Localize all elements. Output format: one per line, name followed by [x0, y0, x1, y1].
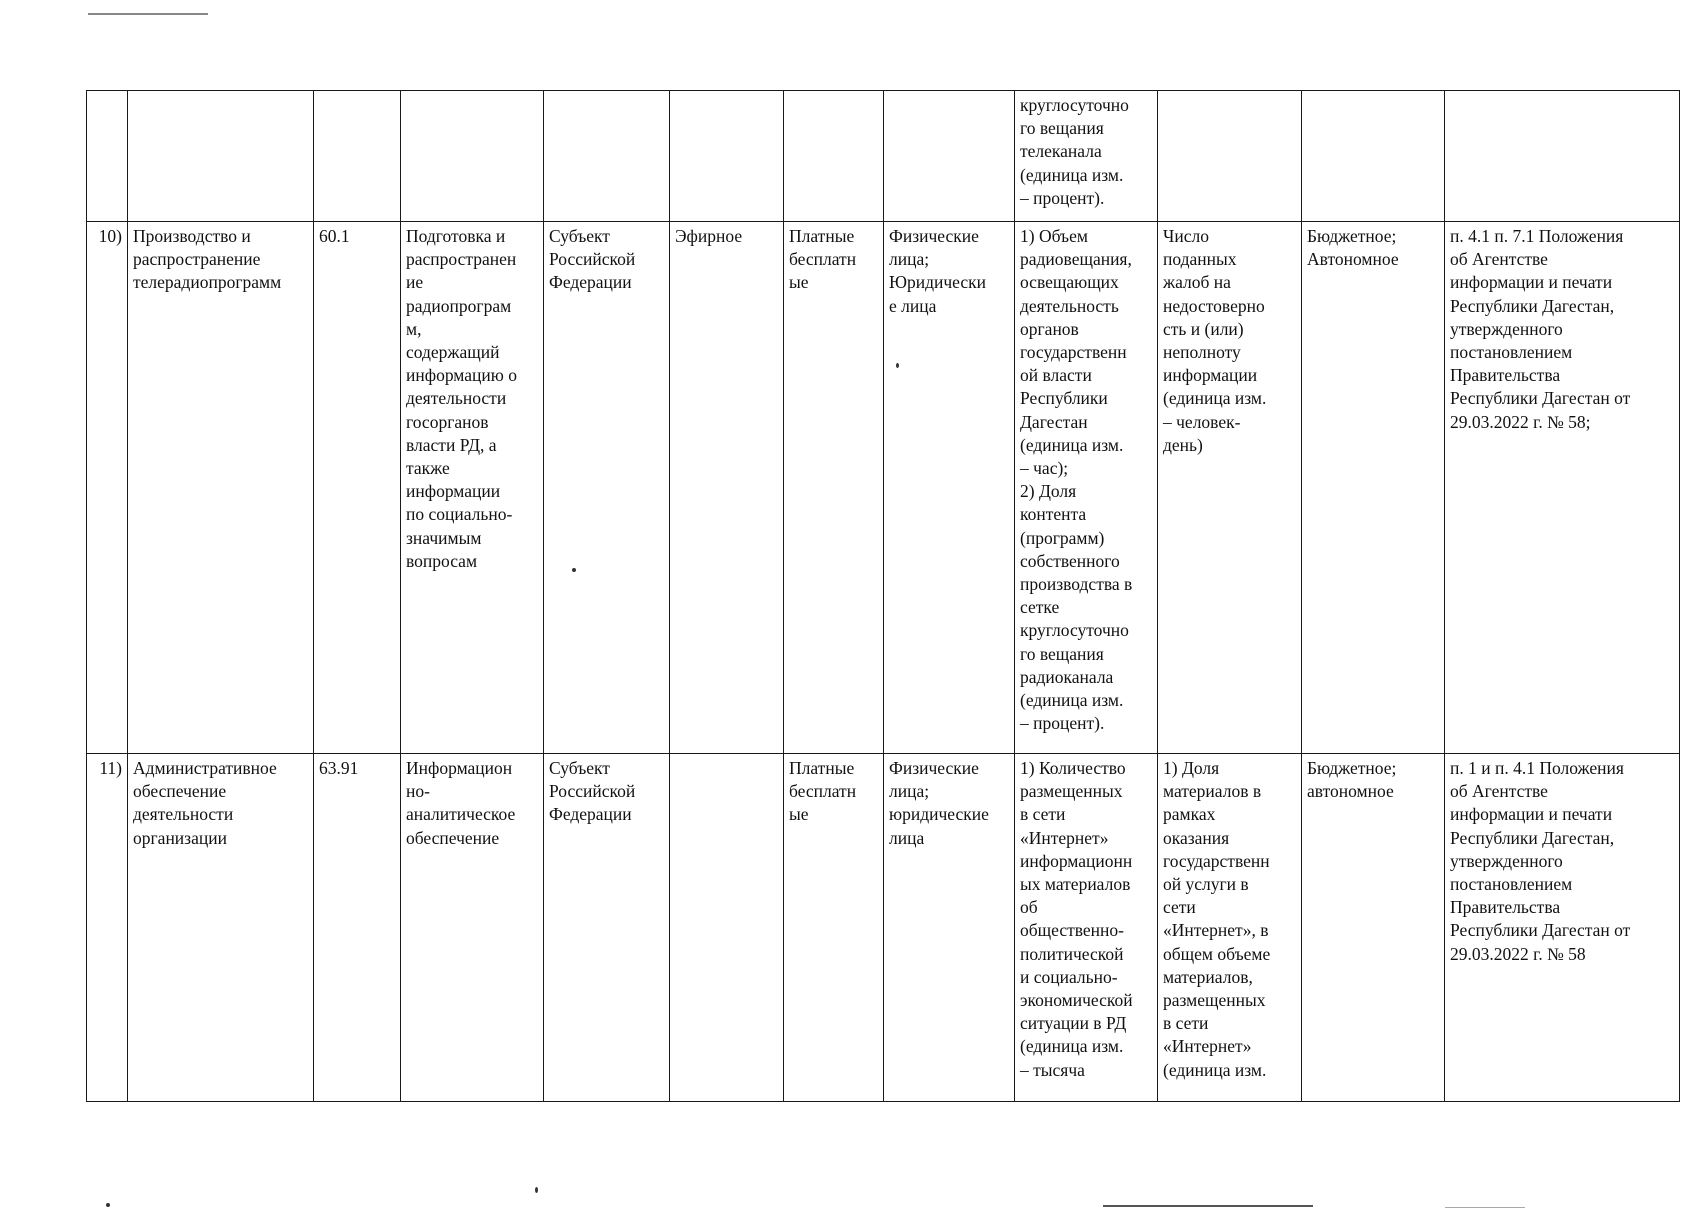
cell-quality	[1158, 91, 1302, 222]
table-row	[87, 754, 1680, 1102]
cell-content: Информацион но- аналитическое обеспечение	[401, 754, 544, 1102]
table-row	[87, 222, 1680, 754]
cell-name: Производство и распространение телерадиопрограмм	[128, 222, 314, 754]
cell-basis: п. 1 и п. 4.1 Положения об Агентстве информации и печати Республики Дагестан, утвержденного постановлением Правительства Республики Дагестан от 29.03.2022 г. № 58	[1445, 754, 1680, 1102]
scan-speck	[535, 1187, 538, 1193]
cell-level	[544, 91, 670, 222]
cell-form	[670, 91, 784, 222]
cell-volume: круглосуточно го вещания телеканала (единица изм. – процент).	[1015, 91, 1158, 222]
cell-consumers: Физические лица; юридические лица	[884, 754, 1015, 1102]
cell-type: Платные бесплатн ые	[784, 222, 884, 754]
cell-quality: Число поданных жалоб на недостоверно сть и (или) неполноту информации (единица изм. – человек- день)	[1158, 222, 1302, 754]
cell-level: Субъект Российской Федерации	[544, 222, 670, 754]
cell-num: 10)	[87, 222, 128, 754]
cell-code: 60.1	[314, 222, 401, 754]
cell-content: Подготовка и распространен ие радиопрограм м, содержащий информацию о деятельности госорганов власти РД, а также информации по социально- значимым вопросам	[401, 222, 544, 754]
cell-type: Платные бесплатн ые	[784, 754, 884, 1102]
cell-consumers: Физические лица; Юридически е лица	[884, 222, 1015, 754]
scan-speck	[106, 1203, 110, 1207]
cell-quality: 1) Доля материалов в рамках оказания государственн ой услуги в сети «Интернет», в общем объеме материалов, размещенных в сети «Интернет» (единица изм.	[1158, 754, 1302, 1102]
cell-volume: 1) Количество размещенных в сети «Интернет» информационн ых материалов об общественно- политической и социально- экономической ситуации в РД (единица изм. – тысяча	[1015, 754, 1158, 1102]
scan-artifact-top-left	[88, 13, 208, 15]
cell-code: 63.91	[314, 754, 401, 1102]
cell-num	[87, 91, 128, 222]
cell-form: Эфирное	[670, 222, 784, 754]
cell-content	[401, 91, 544, 222]
cell-form	[670, 754, 784, 1102]
table-row-continuation	[87, 91, 1680, 222]
cell-institution	[1302, 91, 1445, 222]
cell-code	[314, 91, 401, 222]
cell-institution: Бюджетное; автономное	[1302, 754, 1445, 1102]
cell-basis	[1445, 91, 1680, 222]
cell-name: Административное обеспечение деятельности организации	[128, 754, 314, 1102]
cell-num: 11)	[87, 754, 128, 1102]
scan-artifact-bottom-right-1	[1103, 1205, 1313, 1207]
cell-institution: Бюджетное; Автономное	[1302, 222, 1445, 754]
services-registry-table	[86, 90, 1680, 1102]
cell-volume: 1) Объем радиовещания, освещающих деятельность органов государственн ой власти Республики Дагестан (единица изм. – час); 2) Доля контента (программ) собственного производства в сетке круглосуточно го вещания радиоканала (единица изм. – процент).	[1015, 222, 1158, 754]
cell-consumers	[884, 91, 1015, 222]
cell-level: Субъект Российской Федерации	[544, 754, 670, 1102]
cell-name	[128, 91, 314, 222]
cell-type	[784, 91, 884, 222]
cell-basis: п. 4.1 п. 7.1 Положения об Агентстве информации и печати Республики Дагестан, утвержденного постановлением Правительства Республики Дагестан от 29.03.2022 г. № 58;	[1445, 222, 1680, 754]
